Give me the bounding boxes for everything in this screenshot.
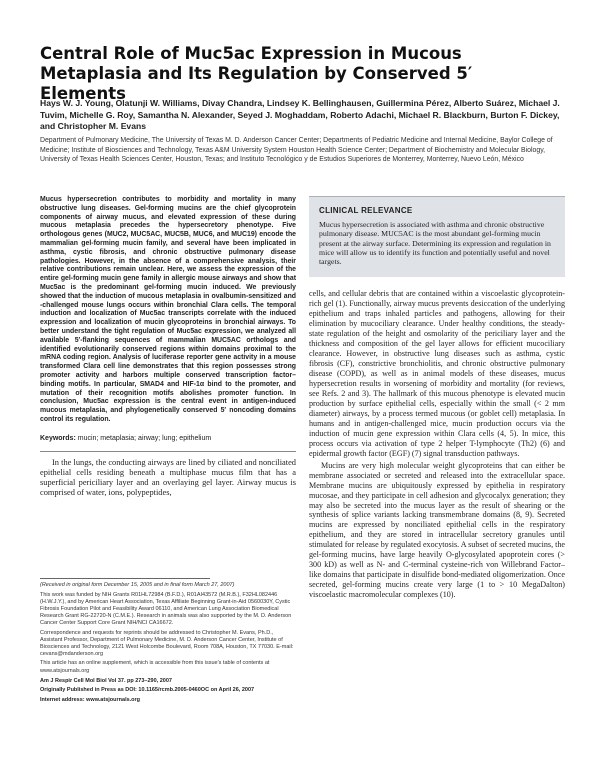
received-dates: (Received in original form December 15, 2005 and in final form March 27, 2007) xyxy=(40,582,235,588)
keywords-label: Keywords: xyxy=(40,434,76,442)
right-column xyxy=(309,196,565,600)
internet-address: Internet address: www.atsjournals.org xyxy=(40,696,141,703)
abstract-divider xyxy=(40,451,296,452)
body-paragraph-2: Mucins are very high molecular weight glycoproteins that can either be membrane associated or secreted and released into the extracellular space. Membrane mucins are ubiquitously expressed by epithelia in respiratory mucosae, and they participate in cell adhesion and glycocalyx generation; they may also be secreted into the mucus layer as the result of shearing or the synthesis of splice variants lacking transmembrane domains (8, 9). Secreted mucins are expressed by nonciliated epithelial cells in the respiratory epithelium, and they are stored in intracellular secretory granules until stimulated for release by regulated exocytosis. A subset of secreted mucins, the gel-forming mucins, have large heavily O-glycosylated apoprotein cores (> 300 kD) as well as N- and C-terminal cysteine-rich von Willebrand Factor–like domains that participate in disulfide bond-mediated oligomerization. Once secreted, gel-forming mucins create very large (1 to > 10 MegaDalton) viscoelastic macromolecular complexes (10). xyxy=(309,460,566,600)
clinical-relevance-box xyxy=(309,196,565,277)
clinical-relevance-heading: CLINICAL RELEVANCE xyxy=(319,206,413,215)
keywords-value: mucin; metaplasia; airway; lung; epithelium xyxy=(77,434,212,442)
journal-citation: Am J Respir Cell Mol Biol Vol 37. pp 273–290, 2007 xyxy=(40,677,172,684)
abstract: Mucus hypersecretion contributes to morbidity and mortality in many obstructive lung diseases. Gel-forming mucins are the chief glycoprotein components of airway mucus, and elevated expression of these during mucous metaplasia precedes the hypersecretory phenotype. Five orthologous genes (MUC2, MUC5AC, MUC5B, MUC6, and MUC19) encode the mammalian gel-forming mucin family, and several have been implicated in asthma, cystic fibrosis, and chronic obstructive pulmonary disease pathologies. However, in the absence of a comprehensive analysis, their relative contributions remain unclear. Here, we assess the expression of the entire gel-forming mucin gene family in allergic mouse airways and show that Muc5ac is the predominant gel-forming mucin induced. We previously showed that the induction of mucous metaplasia in ovalbumin-sensitized and -challenged mouse lungs occurs within bronchial Clara cells. The temporal induction and localization of Muc5ac transcripts correlate with the induced expression and localization of mucin glycoproteins in bronchial airways. To better understand the tight regulation of Muc5ac expression, we analyzed all available 5′-flanking sequences of mammalian MUC5AC orthologs and identified evolutionarily conserved regions within domains proximal to the mRNA coding region. Analysis of luciferase reporter gene activity in a mouse transformed Clara cell line demonstrates that this region possesses strong promoter activity and harbors multiple conserved transcription factor–binding motifs. In particular, SMAD4 and HIF-1α bind to the promoter, and mutation of their recognition motifs abolishes promoter function. In conclusion, Muc5ac expression is the central event in antigen-induced mucous metaplasia, and phylogenetically conserved 5′ noncoding domains control its regulation. xyxy=(40,196,296,423)
published-note: Originally Published in Press as DOI: 10.1165/rcmb.2005-0460OC on April 26, 2007 xyxy=(40,687,255,694)
supplement-note: This article has an online supplement, which is accessible from this issue's table of contents at www.atsjournals.org xyxy=(40,660,270,674)
body-text xyxy=(309,289,565,600)
article-title: Central Role of Muc5ac Expression in Mucous Metaplasia and Its Regulation by Conserved 5′ Elements xyxy=(40,44,473,103)
left-column xyxy=(40,196,296,499)
clinical-relevance-text: Mucus hypersecretion is associated with asthma and chronic obstructive pulmonary disease. MUC5AC is the most abundant gel-forming mucin present at the airway surface. Determining its expression and regulation in mice will allow us to identify its function and potentially useful and novel targets. xyxy=(319,220,551,267)
body-paragraph-1: cells, and cellular debris that are contained within a viscoelastic glycoprotein-rich gel (1). Functionally, airway mucus prevents desiccation of the underlying epithelium and traps inhaled particles and pathogens, allowing for their elimination by mucociliary clearance. Under healthy conditions, the steady-state regulation of the height and osmolarity of the periciliary layer and the thickness and composition of the gel layer allows for efficient mucociliary clearance. However, in obstructive lung diseases such as asthma, cystic fibrosis (CF), constrictive bronchiolitis, and chronic obstructive pulmonary disease (COPD), as well as in animal models of these diseases, mucus hypersecretion results in worsening of morbidity and mortality (for reviews, see Refs. 2 and 3). The hallmark of this mucous phenotype is elevated mucin production by surface epithelial cells, especially within the small (< 2 mm diameter) airways, by a process termed mucous (or goblet cell) metaplasia. In humans and in antigen-challenged mice, mucin production occurs via the induction of mucin gene expression within Clara cells (4, 5). In mice, this process occurs via activation of type 2 helper T-lymphocyte (Th2) (6) and epidermal growth factor (EGF) (7) signal transduction pathways. xyxy=(309,289,565,458)
intro-paragraph: In the lungs, the conducting airways are lined by ciliated and nonciliated epithelial cells residing beneath a multiphase mucus film that has a superficial periciliary layer and an overlaying gel layer. Airway mucus is comprised of water, ions, polypeptides, xyxy=(40,457,296,498)
footnotes xyxy=(40,578,296,706)
correspondence-note: Correspondence and requests for reprints should be addressed to Christopher M. Evans, Ph.D., Assistant Professor, Department of Pulmonary Medicine, M. D. Anderson Cancer Center, Institute of Biosciences and Technology, 2121 West Holcombe Boulevard, Room 708A, Houston, TX 77030. E-mail: cevans@mdanderson.org xyxy=(40,629,294,657)
author-affiliations: Department of Pulmonary Medicine, The University of Texas M. D. Anderson Cancer Center; Departments of Pediatric Medicine and Internal Medicine, Baylor College of Medicine; Institute of Biosciences and Technology, Texas A&M University System Houston Health Science Center; Department of Biochemistry and Molecular Biology, University of Texas Health Sciences Center, Houston, Texas; and Instituto Tecnológico y de Estudios Superiores de Monterrey, Monterrey, Nuevo León, México xyxy=(40,137,553,163)
footnote-rule xyxy=(40,578,210,579)
funding-note: This work was funded by NIH Grants R01HL72984 (B.F.D.), R01AI43572 (M.R.B.), F32HL082446 (H.W.J.Y.), and by American Heart Association, Texas Affiliate Beginning Grant-in-Aid 0560030Y, Cystic Fibrosis Foundation Pilot and Feasibility Award 06110, and American Lung Association Biomedical Research Grant RG-22720-N (C.M.E.). Research in animals was also supported by the M. D. Anderson Cancer Center Support Core Grant NIH/NCI CA16672. xyxy=(40,591,292,626)
author-list: Hays W. J. Young, Olatunji W. Williams, Divay Chandra, Lindsey K. Bellinghausen, Guillermina Pérez, Alberto Suárez, Michael J. Tuvim, Michelle G. Roy, Samantha N. Alexander, Seyed J. Moghaddam, Roberto Adachi, Michael R. Blackburn, Burton F. Dickey, and Christopher M. Evans xyxy=(40,98,560,132)
keywords xyxy=(40,434,296,443)
